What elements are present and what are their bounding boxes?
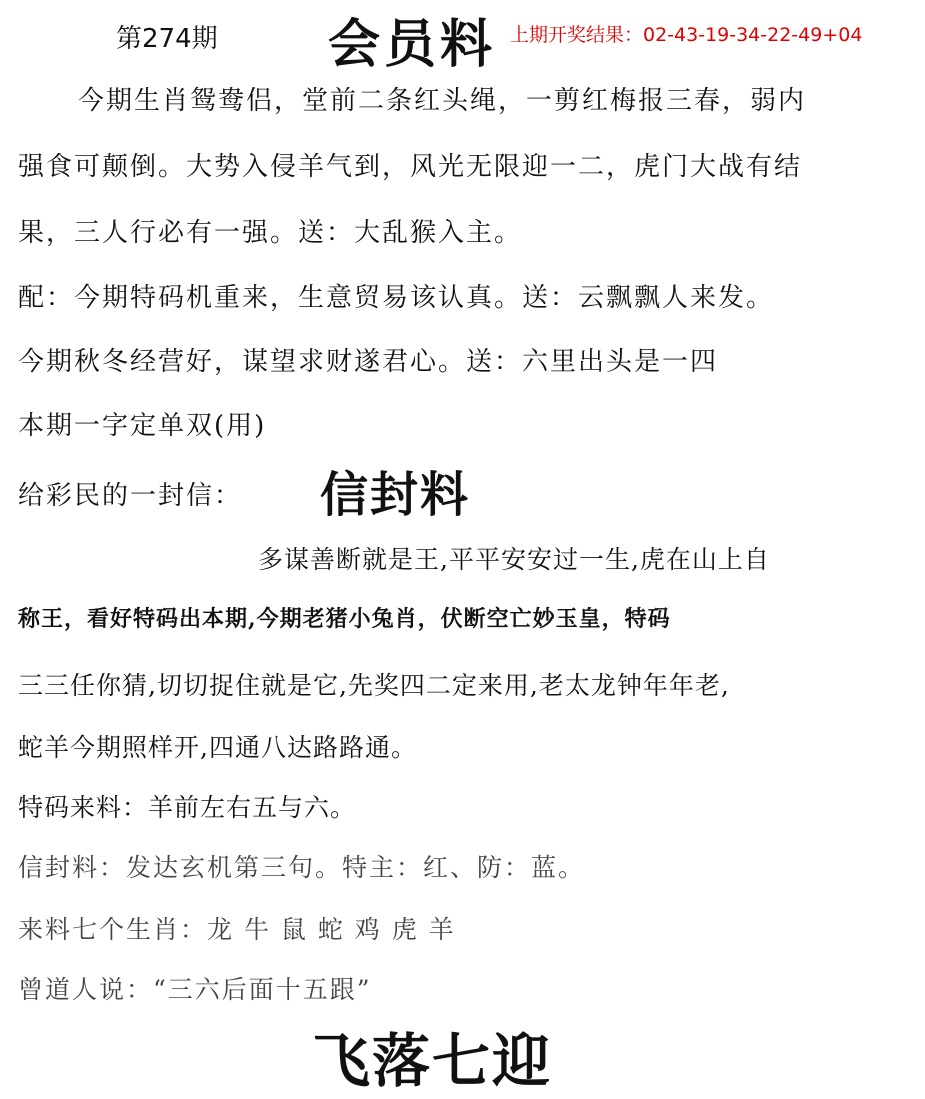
letter-line-4: 蛇羊今期照样开,四通八达路路通。 — [18, 733, 417, 762]
letter-line-3: 三三任你猜,切切捉住就是它,先奖四二定来用,老太龙钟年年老, — [18, 671, 730, 700]
pei-line: 配：今期特码机重来，生意贸易该认真。送：云飘飘人来发。 — [18, 283, 775, 313]
single-double-line: 本期一字定单双(用) — [18, 411, 267, 441]
note-seven-zodiacs: 来料七个生肖：龙 牛 鼠 蛇 鸡 虎 羊 — [18, 915, 456, 944]
poem-line-3: 果，三人行必有一强。送：大乱猴入主。 — [18, 218, 523, 248]
poem-line-2: 强食可颠倒。大势入侵羊气到，风光无限迎一二，虎门大战有结 — [18, 152, 803, 182]
last-draw-result: 上期开奖结果：02-43-19-34-22-49+04 — [510, 24, 863, 46]
note-saying: 曾道人说：“三六后面十五跟” — [18, 975, 372, 1004]
letter-intro: 给彩民的一封信： — [18, 481, 243, 511]
note-envelope: 信封料：发达玄机第三句。特主：红、防：蓝。 — [18, 853, 586, 882]
letter-line-2: 称王，看好特码出本期,今期老猪小兔肖，伏断空亡妙玉皇，特码 — [18, 606, 671, 632]
issue-number: 第274期 — [116, 24, 218, 54]
page-title: 会员料 — [328, 14, 497, 75]
note-special-code: 特码来料：羊前左右五与六。 — [18, 793, 357, 822]
autumn-line: 今期秋冬经营好，谋望求财遂君心。送：六里出头是一四 — [18, 347, 719, 377]
letter-line-1: 多谋善断就是王,平平安安过一生,虎在山上自 — [258, 545, 770, 574]
poem-line-1: 今期生肖鸳鸯侣，堂前二条红头绳，一剪红梅报三春，弱内 — [78, 86, 807, 116]
footer-phrase: 飞落七迎 — [312, 1027, 553, 1095]
letter-subtitle: 信封料 — [320, 467, 471, 523]
